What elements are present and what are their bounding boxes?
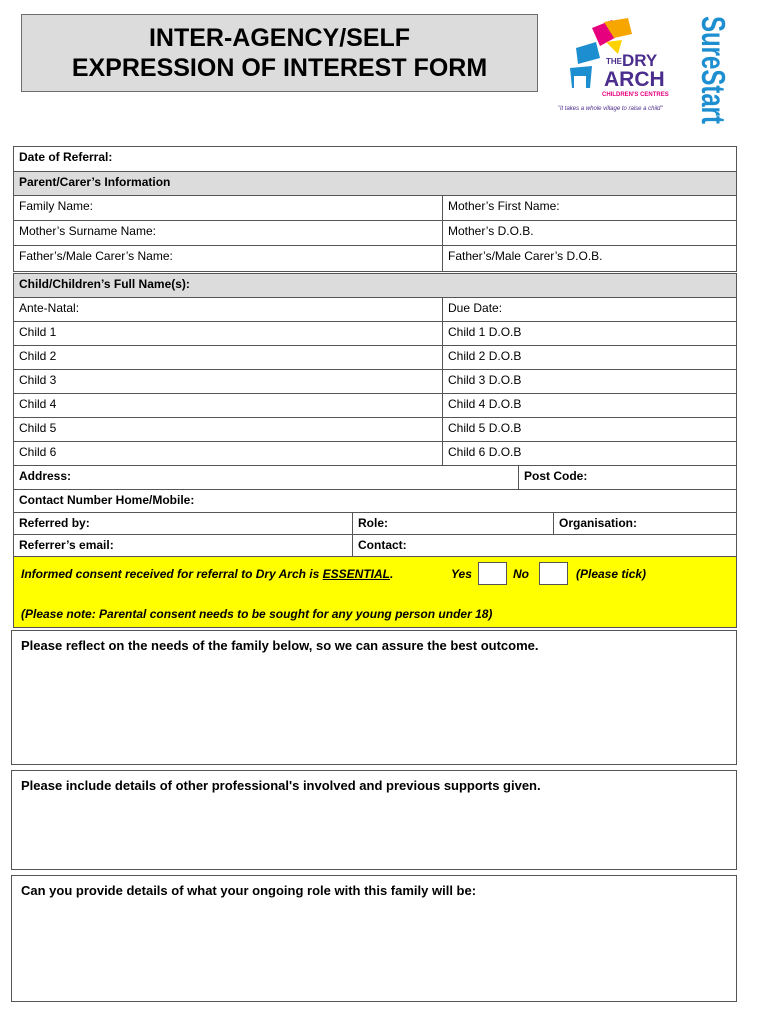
child-name-field[interactable]	[13, 345, 443, 370]
referred-by-label: Referred by:	[19, 516, 90, 530]
consent-statement	[21, 567, 393, 581]
child-dob-field[interactable]	[442, 321, 737, 346]
professionals-involved-prompt: Please include details of other professional's involved and previous supports given.	[21, 778, 541, 793]
contact-field[interactable]	[352, 534, 737, 557]
consent-note: (Please note: Parental consent needs to be sought for any young person under 18)	[21, 607, 493, 621]
family-needs-textarea[interactable]	[11, 630, 737, 765]
fathers-dob-label: Father’s/Male Carer’s D.O.B.	[448, 249, 603, 263]
logo-dry: DRY	[622, 51, 658, 70]
role-label: Role:	[358, 516, 388, 530]
please-tick-label: (Please tick)	[576, 567, 647, 581]
consent-essential: ESSENTIAL	[322, 567, 390, 581]
professionals-involved-textarea[interactable]	[11, 770, 737, 870]
child-name-label: Child 5	[19, 421, 57, 435]
mothers-first-name-field[interactable]	[442, 195, 737, 221]
logo-area	[556, 12, 756, 124]
logo-tagline: "it takes a whole village to raise a child"	[558, 106, 663, 112]
children-section-label: Child/Children’s Full Name(s):	[19, 277, 190, 291]
ante-natal-field[interactable]	[13, 297, 443, 322]
child-dob-label: Child 5 D.O.B	[448, 421, 522, 435]
surestart-logo: SureStart	[695, 16, 732, 124]
child-dob-field[interactable]	[442, 369, 737, 394]
parent-section-header	[13, 171, 737, 196]
mothers-surname-label: Mother’s Surname Name:	[19, 224, 156, 238]
child-dob-field[interactable]	[442, 393, 737, 418]
child-dob-label: Child 3 D.O.B	[448, 373, 522, 387]
child-name-label: Child 2	[19, 349, 57, 363]
consent-period: .	[390, 567, 394, 581]
ongoing-role-prompt: Can you provide details of what your ongoing role with this family will be:	[21, 883, 477, 898]
post-code-label: Post Code:	[524, 469, 588, 483]
due-date-field[interactable]	[442, 297, 737, 322]
consent-section	[13, 556, 737, 628]
child-name-field[interactable]	[13, 369, 443, 394]
child-dob-label: Child 6 D.O.B	[448, 445, 522, 459]
contact-number-field[interactable]	[13, 489, 737, 513]
family-name-field[interactable]	[13, 195, 443, 221]
logo-arch: ARCH	[604, 68, 665, 91]
family-needs-prompt: Please reflect on the needs of the family below, so we can assure the best outcome.	[21, 638, 539, 653]
date-of-referral-label: Date of Referral:	[19, 150, 113, 164]
contact-number-label: Contact Number Home/Mobile:	[19, 493, 195, 507]
role-field[interactable]	[352, 512, 554, 535]
fathers-dob-field[interactable]	[442, 245, 737, 272]
child-name-label: Child 6	[19, 445, 57, 459]
logo-the: THE	[606, 57, 622, 66]
mothers-surname-field[interactable]	[13, 220, 443, 246]
fathers-name-field[interactable]	[13, 245, 443, 272]
organisation-field[interactable]	[553, 512, 737, 535]
logo-subtitle: CHILDREN'S CENTRES	[602, 92, 669, 98]
mothers-first-name-label: Mother’s First Name:	[448, 199, 560, 213]
child-name-field[interactable]	[13, 321, 443, 346]
fathers-name-label: Father’s/Male Carer’s Name:	[19, 249, 173, 263]
title-line-1: INTER-AGENCY/SELF	[148, 24, 411, 52]
ongoing-role-textarea[interactable]	[11, 875, 737, 1002]
date-of-referral-field[interactable]	[13, 146, 737, 172]
child-dob-label: Child 2 D.O.B	[448, 349, 522, 363]
referrers-email-field[interactable]	[13, 534, 353, 557]
child-dob-label: Child 1 D.O.B	[448, 325, 522, 339]
child-name-field[interactable]	[13, 393, 443, 418]
title-line-2: EXPRESSION OF INTEREST FORM	[71, 54, 488, 82]
child-dob-field[interactable]	[442, 441, 737, 466]
post-code-field[interactable]	[518, 465, 737, 490]
consent-no-checkbox[interactable]	[539, 562, 568, 585]
parent-section-label: Parent/Carer’s Information	[19, 175, 171, 189]
address-field[interactable]	[13, 465, 519, 490]
child-name-field[interactable]	[13, 441, 443, 466]
child-name-label: Child 1	[19, 325, 57, 339]
child-dob-field[interactable]	[442, 345, 737, 370]
referrers-email-label: Referrer’s email:	[19, 538, 114, 552]
ante-natal-label: Ante-Natal:	[19, 301, 80, 315]
due-date-label: Due Date:	[448, 301, 503, 315]
consent-yes-label: Yes	[451, 567, 472, 581]
referred-by-field[interactable]	[13, 512, 353, 535]
child-name-field[interactable]	[13, 417, 443, 442]
address-label: Address:	[19, 469, 72, 483]
child-dob-field[interactable]	[442, 417, 737, 442]
children-section-header	[13, 273, 737, 298]
contact-label: Contact:	[358, 538, 407, 552]
mothers-dob-field[interactable]	[442, 220, 737, 246]
consent-yes-checkbox[interactable]	[478, 562, 507, 585]
family-name-label: Family Name:	[19, 199, 94, 213]
child-name-label: Child 3	[19, 373, 57, 387]
consent-no-label: No	[513, 567, 529, 581]
mothers-dob-label: Mother’s D.O.B.	[448, 224, 534, 238]
form-title	[21, 14, 538, 92]
organisation-label: Organisation:	[559, 516, 638, 530]
dry-arch-logo	[556, 12, 756, 124]
child-name-label: Child 4	[19, 397, 57, 411]
child-dob-label: Child 4 D.O.B	[448, 397, 522, 411]
consent-text: Informed consent received for referral to Dry Arch is	[21, 567, 323, 581]
